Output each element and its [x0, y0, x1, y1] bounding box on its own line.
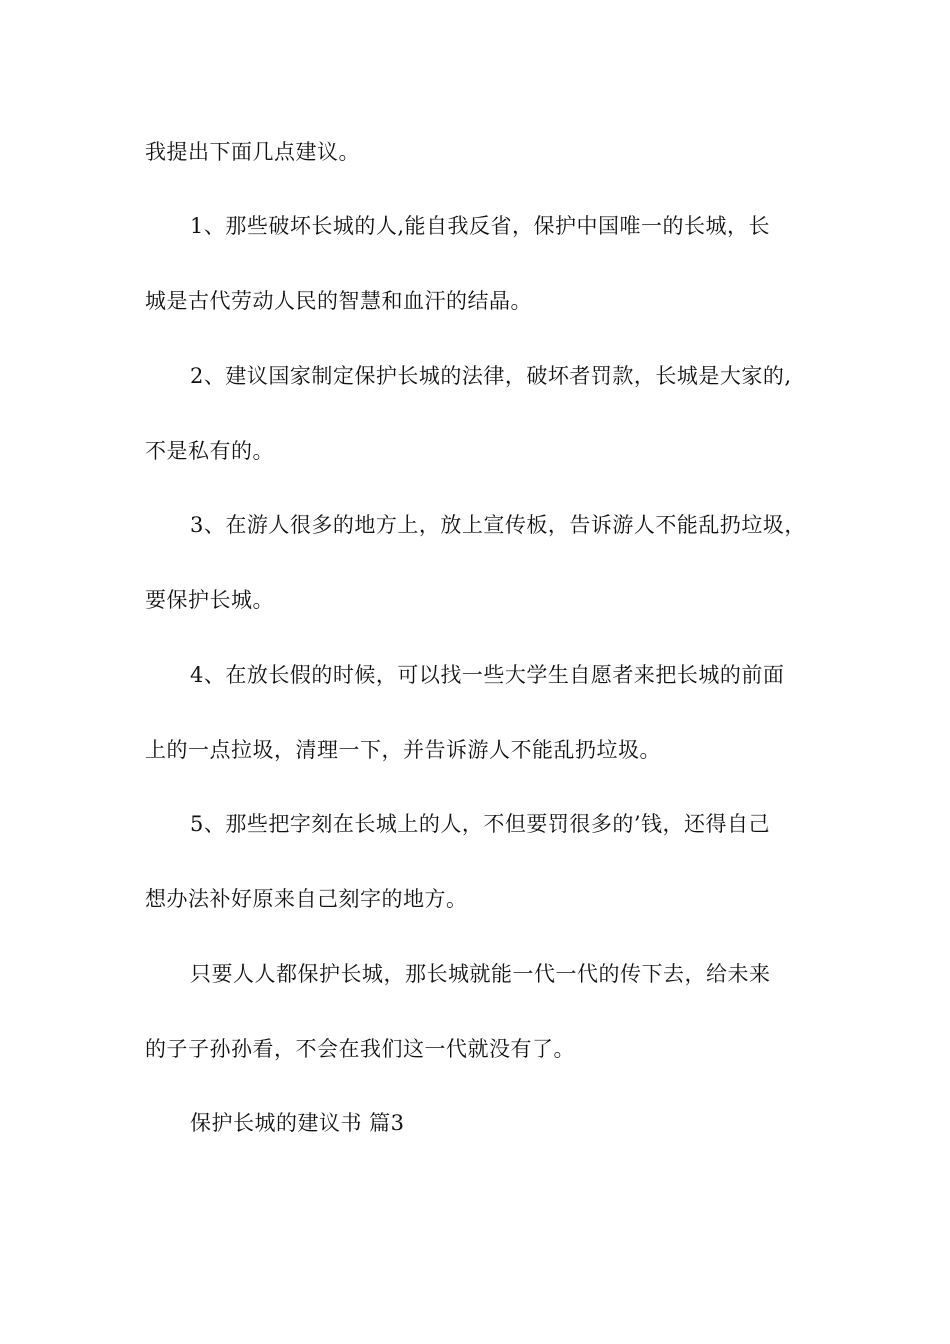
suggestion-5-line-2: 想办法补好原来自己刻字的地方。 [145, 887, 468, 911]
section-heading: 保护长城的建议书 篇3 [190, 1111, 405, 1135]
suggestion-4-line-1: 4、在放长假的时候，可以找一些大学生自愿者来把长城的前面 [190, 663, 785, 687]
suggestion-3-line-1: 3、在游人很多的地方上，放上宣传板，告诉游人不能乱扔垃圾， [190, 513, 806, 537]
paragraph-intro-line: 我提出下面几点建议。 [145, 140, 360, 164]
conclusion-line-1: 只要人人都保护长城，那长城就能一代一代的传下去，给未来 [190, 962, 771, 986]
suggestion-5-line-1: 5、那些把字刻在长城上的人，不但要罚很多的’钱，还得自己 [190, 812, 771, 836]
suggestion-4-line-2: 上的一点拉圾，清理一下，并告诉游人不能乱扔垃圾。 [145, 738, 661, 762]
suggestion-2-line-1: 2、建议国家制定保护长城的法律，破坏者罚款，长城是大家的, [190, 364, 792, 388]
suggestion-2-line-2: 不是私有的。 [145, 439, 274, 463]
conclusion-line-2: 的子子孙孙看，不会在我们这一代就没有了。 [145, 1037, 575, 1061]
suggestion-1-line-1: 1、那些破坏长城的人,能自我反省，保护中国唯一的长城，长 [190, 214, 771, 238]
suggestion-3-line-2: 要保护长城。 [145, 588, 274, 612]
suggestion-1-line-2: 城是古代劳动人民的智慧和血汗的结晶。 [145, 289, 532, 313]
